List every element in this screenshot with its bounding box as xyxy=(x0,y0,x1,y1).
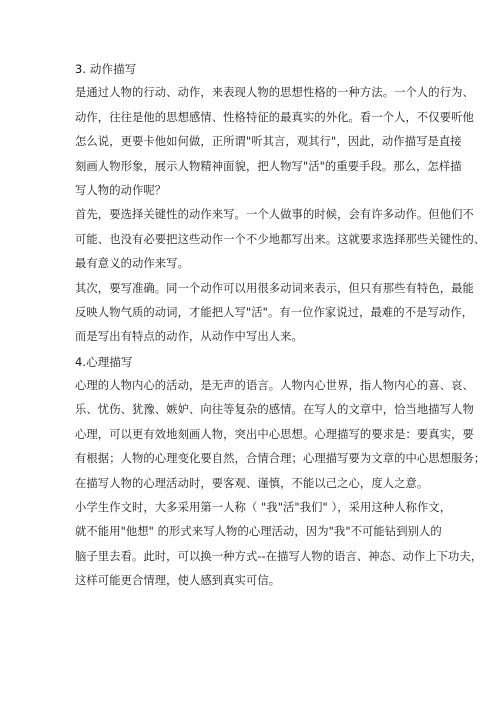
text-line: 刻画人物形象，展示人物精神面貌，把人物写"活"的重要手段。那么，怎样描 xyxy=(75,159,462,173)
paragraph-action-definition xyxy=(75,86,474,208)
paragraph-psych-definition xyxy=(75,379,486,501)
paragraph-psych-student xyxy=(75,501,483,599)
text-line: 可能、也没有必要把这些动作一个不少地都写出来。这就要求选择那些关键性的、 xyxy=(75,232,486,246)
text-line: 怎么说，更要卡他如何做，正所谓"听其言，观其行"，因此，动作描写是直接 xyxy=(75,135,462,149)
text-line: 心理的人物内心的活动，是无声的语言。人物内心世界，指人物内心的喜、哀、 xyxy=(75,379,474,393)
paragraph-action-second xyxy=(75,281,474,355)
document-body xyxy=(75,62,486,599)
section-heading-action: 3. 动作描写 xyxy=(75,62,137,76)
text-line: 小学生作文时，大多采用第一人称（ "我"活"我们" ），采用这种人称作文， xyxy=(75,501,452,515)
text-line: 动作，往往是他的思想感情、性格特征的最真实的外化。看一个人，不仅要听他 xyxy=(75,110,474,124)
text-line: 反映人物气质的动词，才能把人写"活"。有一位作家说过，最难的不是写动作， xyxy=(75,305,474,319)
paragraph-action-first xyxy=(75,208,486,281)
text-line: 脑子里去看。此时，可以换一种方式--在描写人物的语言、神态、动作上下功夫， xyxy=(75,549,483,563)
text-line: 是通过人物的行动、动作，来表现人物的思想性格的一种方法。一个人的行为、 xyxy=(75,86,474,100)
text-line: 最有意义的动作来写。 xyxy=(75,257,189,271)
text-line: 首先，要选择关键性的动作来写。一个人做事的时候，会有许多动作。但他们不 xyxy=(75,208,474,222)
text-line: 心理，可以更有效地刻画人物，突出中心思想。心理描写的要求是：要真实，要 xyxy=(75,427,474,441)
section-heading-psych: 4.心理描写 xyxy=(75,354,133,369)
text-line: 这样可能更合情理，使人感到真实可信。 xyxy=(75,574,281,588)
text-line: 写人物的动作呢？ xyxy=(75,183,167,197)
text-line: 而是写出有特点的动作，从动作中写出人来。 xyxy=(75,330,303,344)
text-line: 其次，要写准确。同一个动作可以用很多动词来表示，但只有那些有特色，最能 xyxy=(75,281,474,295)
text-line: 就不能用"他想" 的形式来写人物的心理活动，因为"我"不可能钻到别人的 xyxy=(75,525,442,539)
text-line: 有根据；人物的心理变化要自然，合情合理；心理描写要为文章的中心思想服务； xyxy=(75,452,486,466)
text-line: 乐、忧伤、犹豫、嫉妒、向往等复杂的感情。在写人的文章中，恰当地描写人物 xyxy=(75,403,474,417)
text-line: 在描写人物的心理活动时，要客观、谨慎，不能以己之心，度人之意。 xyxy=(75,476,429,490)
